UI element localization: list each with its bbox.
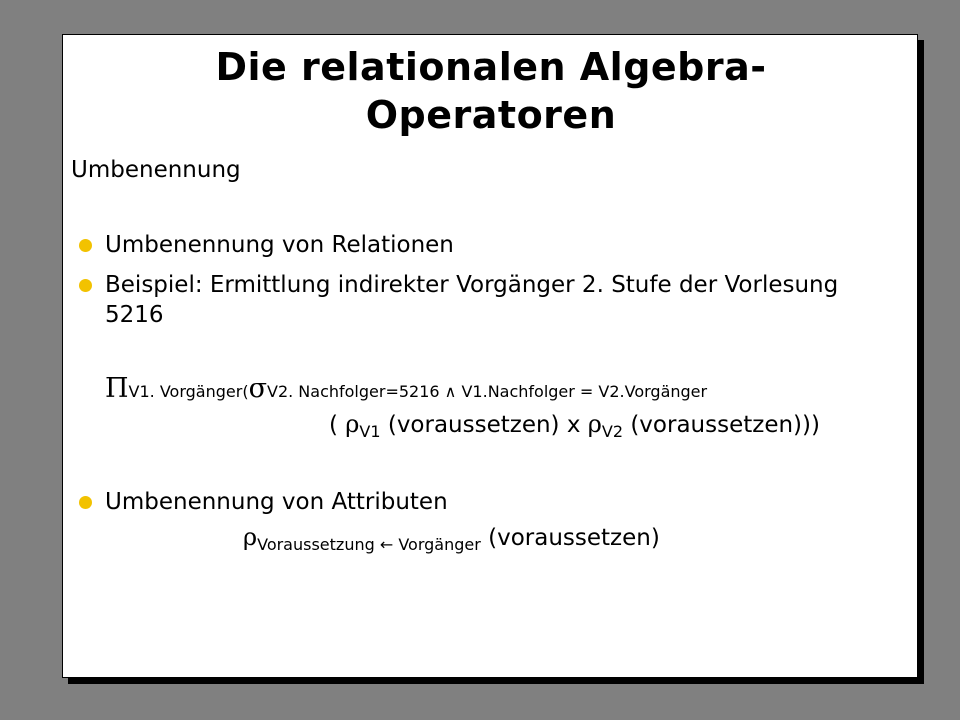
bullet-dot-icon (79, 279, 92, 292)
title-line-2: Operatoren (365, 93, 617, 137)
bullet-dot-icon (79, 496, 92, 509)
pi-symbol: Π (105, 373, 129, 404)
bullet-text: Umbenennung von Relationen (105, 232, 454, 258)
slide-title (63, 43, 919, 139)
bullet-continuation: 5216 (105, 302, 164, 328)
title-line-1: Die relationalen Algebra- (215, 45, 767, 89)
bullet-dot-icon (79, 239, 92, 252)
rho-symbol: ρ (587, 410, 602, 438)
selection-condition-a: V2. Nachfolger=5216 (267, 382, 445, 401)
slide (62, 34, 918, 678)
projection-attributes: V1. Vorgänger( (128, 382, 249, 401)
rename-v1: V1 (359, 422, 381, 441)
cross-product-expression (329, 410, 820, 441)
bullet-text: Beispiel: Ermittlung indirekter Vorgänger 2. Stufe der Vorlesung (105, 272, 839, 298)
sigma-symbol: σ (248, 373, 267, 404)
argument-1: (voraussetzen) x (380, 412, 588, 438)
bullet-text: Umbenennung von Attributen (105, 489, 448, 515)
rho-symbol: ρ (345, 410, 360, 438)
old-attribute: Vorgänger (393, 535, 481, 554)
open-paren: ( (329, 412, 346, 438)
section-heading: Umbenennung (71, 157, 241, 183)
projection-selection-expression (105, 373, 707, 404)
rename-v2: V2 (601, 422, 624, 441)
relation-argument: (voraussetzen) (480, 525, 660, 551)
attribute-rename-expression (243, 523, 660, 554)
selection-condition-b: V1.Nachfolger = V2.Vorgänger (456, 382, 708, 401)
new-attribute: Voraussetzung (257, 535, 380, 554)
argument-2: (voraussetzen))) (623, 412, 820, 438)
left-arrow-icon: ← (379, 535, 394, 554)
and-symbol: ∧ (444, 382, 457, 401)
rho-symbol: ρ (243, 523, 258, 551)
